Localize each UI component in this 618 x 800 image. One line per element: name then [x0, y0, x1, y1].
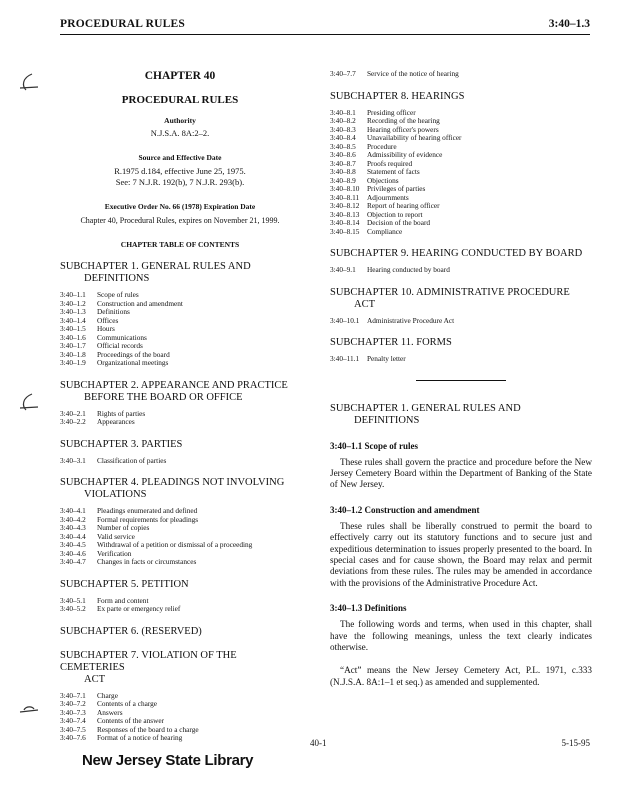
- toc-subchapter-group: [60, 261, 300, 368]
- toc-title: Privileges of parties: [367, 184, 426, 193]
- toc-title: Official records: [97, 341, 143, 350]
- toc-list: [330, 109, 592, 237]
- toc-list: [60, 410, 300, 427]
- toc-number: 3:40–8.6: [330, 150, 356, 159]
- source-label: Source and Effective Date: [138, 153, 222, 162]
- right-column: [330, 70, 592, 688]
- section-text: The following words and terms, when used in this chapter, shall have the following meanings, unless the text clearly indicates otherwise.: [330, 619, 592, 652]
- section-heading: 3:40–1.3 Definitions: [330, 603, 407, 614]
- toc-subchapter-group: [60, 650, 300, 743]
- toc-number: 3:40–8.9: [330, 175, 356, 185]
- toc-number: 3:40–8.3: [330, 124, 356, 134]
- toc-row: [60, 541, 300, 550]
- toc-number: 3:40–7.6: [60, 733, 86, 742]
- authority-text: N.J.S.A. 8A:2–2.: [150, 128, 210, 138]
- toc-number: 3:40–8.7: [330, 158, 356, 168]
- toc-list: [60, 597, 300, 614]
- toc-number: 3:40–7.5: [60, 724, 86, 734]
- toc-list: [60, 692, 300, 743]
- act-definition: “Act” means the New Jersey Cemetery Act, P.L. 1971, c.333 (N.J.S.A. 8A:1–1 et seq.) as amended and supplemented.: [330, 665, 592, 687]
- toc-number: 3:40–4.1: [60, 506, 86, 515]
- toc-number: 3:40–8.12: [330, 201, 360, 210]
- toc-subchapter-group: [330, 91, 592, 237]
- body-sections: [330, 441, 592, 654]
- toc-title: Ex parte or emergency relief: [97, 604, 181, 613]
- toc-title: Construction and amendment: [97, 298, 183, 308]
- toc-subchapter-heading: SUBCHAPTER 10. ADMINISTRATIVE PROCEDURE ACT: [330, 286, 570, 310]
- chapter-title: CHAPTER 40: [144, 70, 216, 82]
- toc-title: Organizational meetings: [97, 358, 169, 367]
- left-column: [60, 70, 300, 743]
- toc-row: [60, 558, 300, 567]
- toc-row: [60, 418, 300, 427]
- toc-row: [330, 266, 592, 275]
- toc-title: Hearing conducted by board: [367, 265, 450, 274]
- toc-number: 3:40–4.6: [60, 548, 86, 558]
- section-text: These rules shall be liberally construed to permit the board to effectively carry out its statutory functions and to secure just and expeditious determination to issues properly presented to the board. In special cases and for cause shown, the Board may relax and permit deviations from these rules. The rules may be amended in accordance with the provisions of the Administrative Procedure Act.: [330, 520, 592, 588]
- toc-title: Adjournments: [367, 192, 409, 202]
- toc-number: 3:40–8.15: [330, 226, 360, 236]
- toc-number: 3:40–1.9: [60, 358, 86, 367]
- toc-subchapter-heading: SUBCHAPTER 11. FORMS: [330, 337, 452, 348]
- toc-title: Contents of a charge: [97, 699, 158, 708]
- toc-number: 3:40–7.2: [60, 699, 86, 708]
- toc-subchapter-group: [60, 439, 300, 466]
- toc-number: 3:40–1.2: [60, 298, 86, 308]
- toc-title: Hearing officer's powers: [367, 124, 439, 134]
- toc-row: [60, 317, 300, 326]
- toc-number: 3:40–2.2: [60, 417, 86, 426]
- toc-subchapter-heading: SUBCHAPTER 4. PLEADINGS NOT INVOLVING VIOLATIONS: [60, 477, 285, 500]
- toc-row: [330, 355, 592, 364]
- toc-number: 3:40–4.5: [60, 540, 86, 549]
- toc-number: 3:40–7.1: [60, 690, 86, 700]
- toc-row: [60, 597, 300, 606]
- toc-row: [60, 410, 300, 419]
- toc-number: 3:40–1.5: [60, 324, 86, 333]
- binder-mark-icon: [18, 392, 40, 412]
- toc-number: 3:40–8.14: [330, 218, 360, 227]
- toc-title: Service of the notice of hearing: [367, 69, 459, 78]
- header-section-number: 3:40–1.3: [548, 18, 590, 30]
- toc-number: 3:40–8.10: [330, 184, 360, 193]
- toc-number: 3:40–5.2: [60, 604, 86, 613]
- toc-title: Statement of facts: [367, 167, 420, 176]
- toc-number: 3:40–1.7: [60, 341, 86, 350]
- toc-title: Report of hearing officer: [367, 201, 440, 210]
- toc-title: Recording of the hearing: [367, 116, 440, 125]
- toc-number: 3:40–7.3: [60, 707, 86, 717]
- toc-number: 3:40–4.2: [60, 514, 86, 524]
- toc-left: [60, 261, 300, 743]
- authority-label: Authority: [164, 116, 196, 125]
- divider: [416, 380, 506, 381]
- toc-list: [330, 355, 592, 364]
- toc-row: [60, 325, 300, 334]
- toc-number: 3:40–1.4: [60, 315, 86, 325]
- toc-number: 3:40–4.7: [60, 557, 86, 566]
- toc-row: [60, 605, 300, 614]
- toc-title: Valid service: [97, 531, 135, 541]
- toc-title: Procedure: [367, 141, 397, 151]
- toc-row: [60, 457, 300, 466]
- library-stamp: New Jersey State Library: [82, 752, 254, 769]
- page-number: 40-1: [310, 738, 327, 748]
- toc-title: Objection to report: [367, 209, 423, 219]
- toc-row: [60, 700, 300, 709]
- toc-list: [60, 457, 300, 466]
- toc-subchapter-heading: SUBCHAPTER 6. (RESERVED): [60, 625, 202, 637]
- toc-title: Unavailability of hearing officer: [367, 133, 462, 142]
- toc-row: [60, 692, 300, 701]
- toc-title: Compliance: [367, 226, 403, 236]
- toc-title: Rights of parties: [97, 408, 146, 418]
- toc-subchapter-group: [330, 248, 592, 275]
- toc-title: Objections: [367, 175, 399, 185]
- toc-row: [60, 359, 300, 368]
- toc-title: Contents of the answer: [97, 716, 165, 725]
- toc-subchapter-heading: SUBCHAPTER 8. HEARINGS: [330, 90, 465, 102]
- toc-title: Offices: [97, 315, 119, 325]
- toc-title: Format of a notice of hearing: [97, 733, 183, 742]
- toc-subchapter-heading: SUBCHAPTER 3. PARTIES: [60, 438, 183, 450]
- toc-title: Administrative Procedure Act: [367, 315, 455, 325]
- toc-title: Scope of rules: [97, 290, 139, 299]
- toc-number: 3:40–8.11: [330, 192, 360, 202]
- toc-row: [60, 308, 300, 317]
- toc-title: Presiding officer: [367, 107, 416, 117]
- toc-title: Responses of the board to a charge: [97, 724, 199, 734]
- toc-list: [60, 507, 300, 567]
- toc-right: [330, 91, 592, 364]
- toc-number: 3:40–8.2: [330, 116, 356, 125]
- section-heading: 3:40–1.1 Scope of rules: [330, 440, 418, 451]
- toc-number: 3:40–7.4: [60, 716, 86, 725]
- toc-number: 3:40–1.3: [60, 307, 86, 316]
- toc-list: [330, 317, 592, 326]
- toc-title: Withdrawal of a petition or dismissal of a proceeding: [97, 540, 253, 549]
- toc-row: [330, 70, 592, 79]
- toc-title: Formal requirements for pleadings: [97, 514, 199, 524]
- toc-title: Appearances: [97, 417, 135, 426]
- toc-number: 3:40–8.13: [330, 209, 360, 219]
- toc-subchapter-group: [60, 477, 300, 567]
- toc-number: 3:40–1.6: [60, 332, 86, 342]
- toc-title: Communications: [97, 332, 147, 342]
- exec-order-label: Executive Order No. 66 (1978) Expiration Date: [104, 202, 256, 211]
- toc-subchapter-group: [60, 626, 300, 638]
- toc-subchapter-group: [330, 337, 592, 364]
- toc-title: Penalty letter: [367, 354, 406, 363]
- toc-number: 3:40–5.1: [60, 595, 86, 605]
- toc-subchapter-group: [60, 579, 300, 614]
- toc-title: Pleadings enumerated and defined: [97, 506, 198, 515]
- chapter-subtitle: PROCEDURAL RULES: [121, 94, 239, 106]
- toc-row: [60, 342, 300, 351]
- toc-number: 3:40–7.7: [330, 69, 356, 78]
- toc-row: [60, 516, 300, 525]
- body-subchapter-heading: SUBCHAPTER 1. GENERAL RULES AND DEFINITIONS: [330, 402, 521, 426]
- binder-mark-icon: [18, 72, 40, 92]
- toc-title: Proofs required: [367, 158, 413, 168]
- toc-title: Answers: [97, 707, 123, 717]
- toc-subchapter-group: [60, 380, 300, 427]
- toc-title: Verification: [97, 548, 132, 558]
- toc-row: [60, 351, 300, 360]
- exec-order-text: Chapter 40, Procedural Rules, expires on November 21, 1999.: [80, 216, 280, 225]
- toc-subchapter-heading: SUBCHAPTER 2. APPEARANCE AND PRACTICE BEFORE THE BOARD OR OFFICE: [60, 379, 288, 403]
- toc-number: 3:40–8.8: [330, 167, 356, 176]
- running-header: [60, 16, 590, 35]
- toc-subchapter-heading: SUBCHAPTER 7. VIOLATION OF THE CEMETERIES ACT: [60, 649, 237, 685]
- toc-number: 3:40–8.4: [330, 133, 356, 142]
- toc-number: 3:40–3.1: [60, 455, 86, 465]
- toc-title: Changes in facts or circumstances: [97, 557, 197, 566]
- toc-row: [330, 317, 592, 326]
- toc-number: 3:40–4.3: [60, 523, 86, 532]
- toc-title: Admissibility of evidence: [367, 150, 443, 159]
- toc-number: 3:40–10.1: [330, 315, 360, 325]
- toc-title: Proceedings of the board: [97, 349, 170, 359]
- toc-row: [330, 228, 592, 237]
- toc-list: [330, 266, 592, 275]
- toc-title: Decision of the board: [367, 218, 431, 227]
- binder-mark-icon: [18, 700, 40, 720]
- source-line: See: 7 N.J.R. 192(b), 7 N.J.R. 293(b).: [115, 177, 245, 187]
- toc-number: 3:40–8.5: [330, 141, 356, 151]
- toc-title: Hours: [97, 324, 115, 333]
- toc-number: 3:40–8.1: [330, 107, 356, 117]
- toc-label: CHAPTER TABLE OF CONTENTS: [120, 240, 240, 249]
- toc-subchapter-group: [330, 287, 592, 326]
- toc-subchapter-heading: SUBCHAPTER 1. GENERAL RULES AND DEFINITIONS: [60, 261, 251, 284]
- toc-subchapter-heading: SUBCHAPTER 5. PETITION: [60, 578, 189, 590]
- section-text: These rules shall govern the practice and procedure before the New Jersey Cemetery Board within the Department of Banking of the State of New Jersey.: [330, 456, 592, 490]
- source-line: R.1975 d.184, effective June 25, 1975.: [114, 166, 246, 176]
- toc-title: Charge: [97, 690, 118, 700]
- header-title: PROCEDURAL RULES: [60, 18, 185, 30]
- toc-row: [60, 709, 300, 718]
- toc-list: [60, 291, 300, 368]
- toc-title: Classification of parties: [97, 455, 167, 465]
- toc-number: 3:40–1.1: [60, 290, 86, 299]
- toc-row: [60, 334, 300, 343]
- toc-title: Number of copies: [97, 523, 150, 532]
- toc-number: 3:40–2.1: [60, 408, 86, 418]
- toc-row: [60, 300, 300, 309]
- toc-number: 3:40–9.1: [330, 265, 356, 274]
- section-heading: 3:40–1.2 Construction and amendment: [330, 504, 480, 515]
- toc-number: 3:40–4.4: [60, 531, 86, 541]
- toc-number: 3:40–1.8: [60, 349, 86, 359]
- toc-title: Form and content: [97, 595, 149, 605]
- toc-subchapter-heading: SUBCHAPTER 9. HEARING CONDUCTED BY BOARD: [330, 248, 583, 259]
- revision-date: 5-15-95: [561, 738, 590, 748]
- toc-row: [60, 734, 300, 743]
- toc-title: Definitions: [97, 307, 130, 316]
- toc-number: 3:40–11.1: [330, 354, 360, 363]
- toc-row: [60, 524, 300, 533]
